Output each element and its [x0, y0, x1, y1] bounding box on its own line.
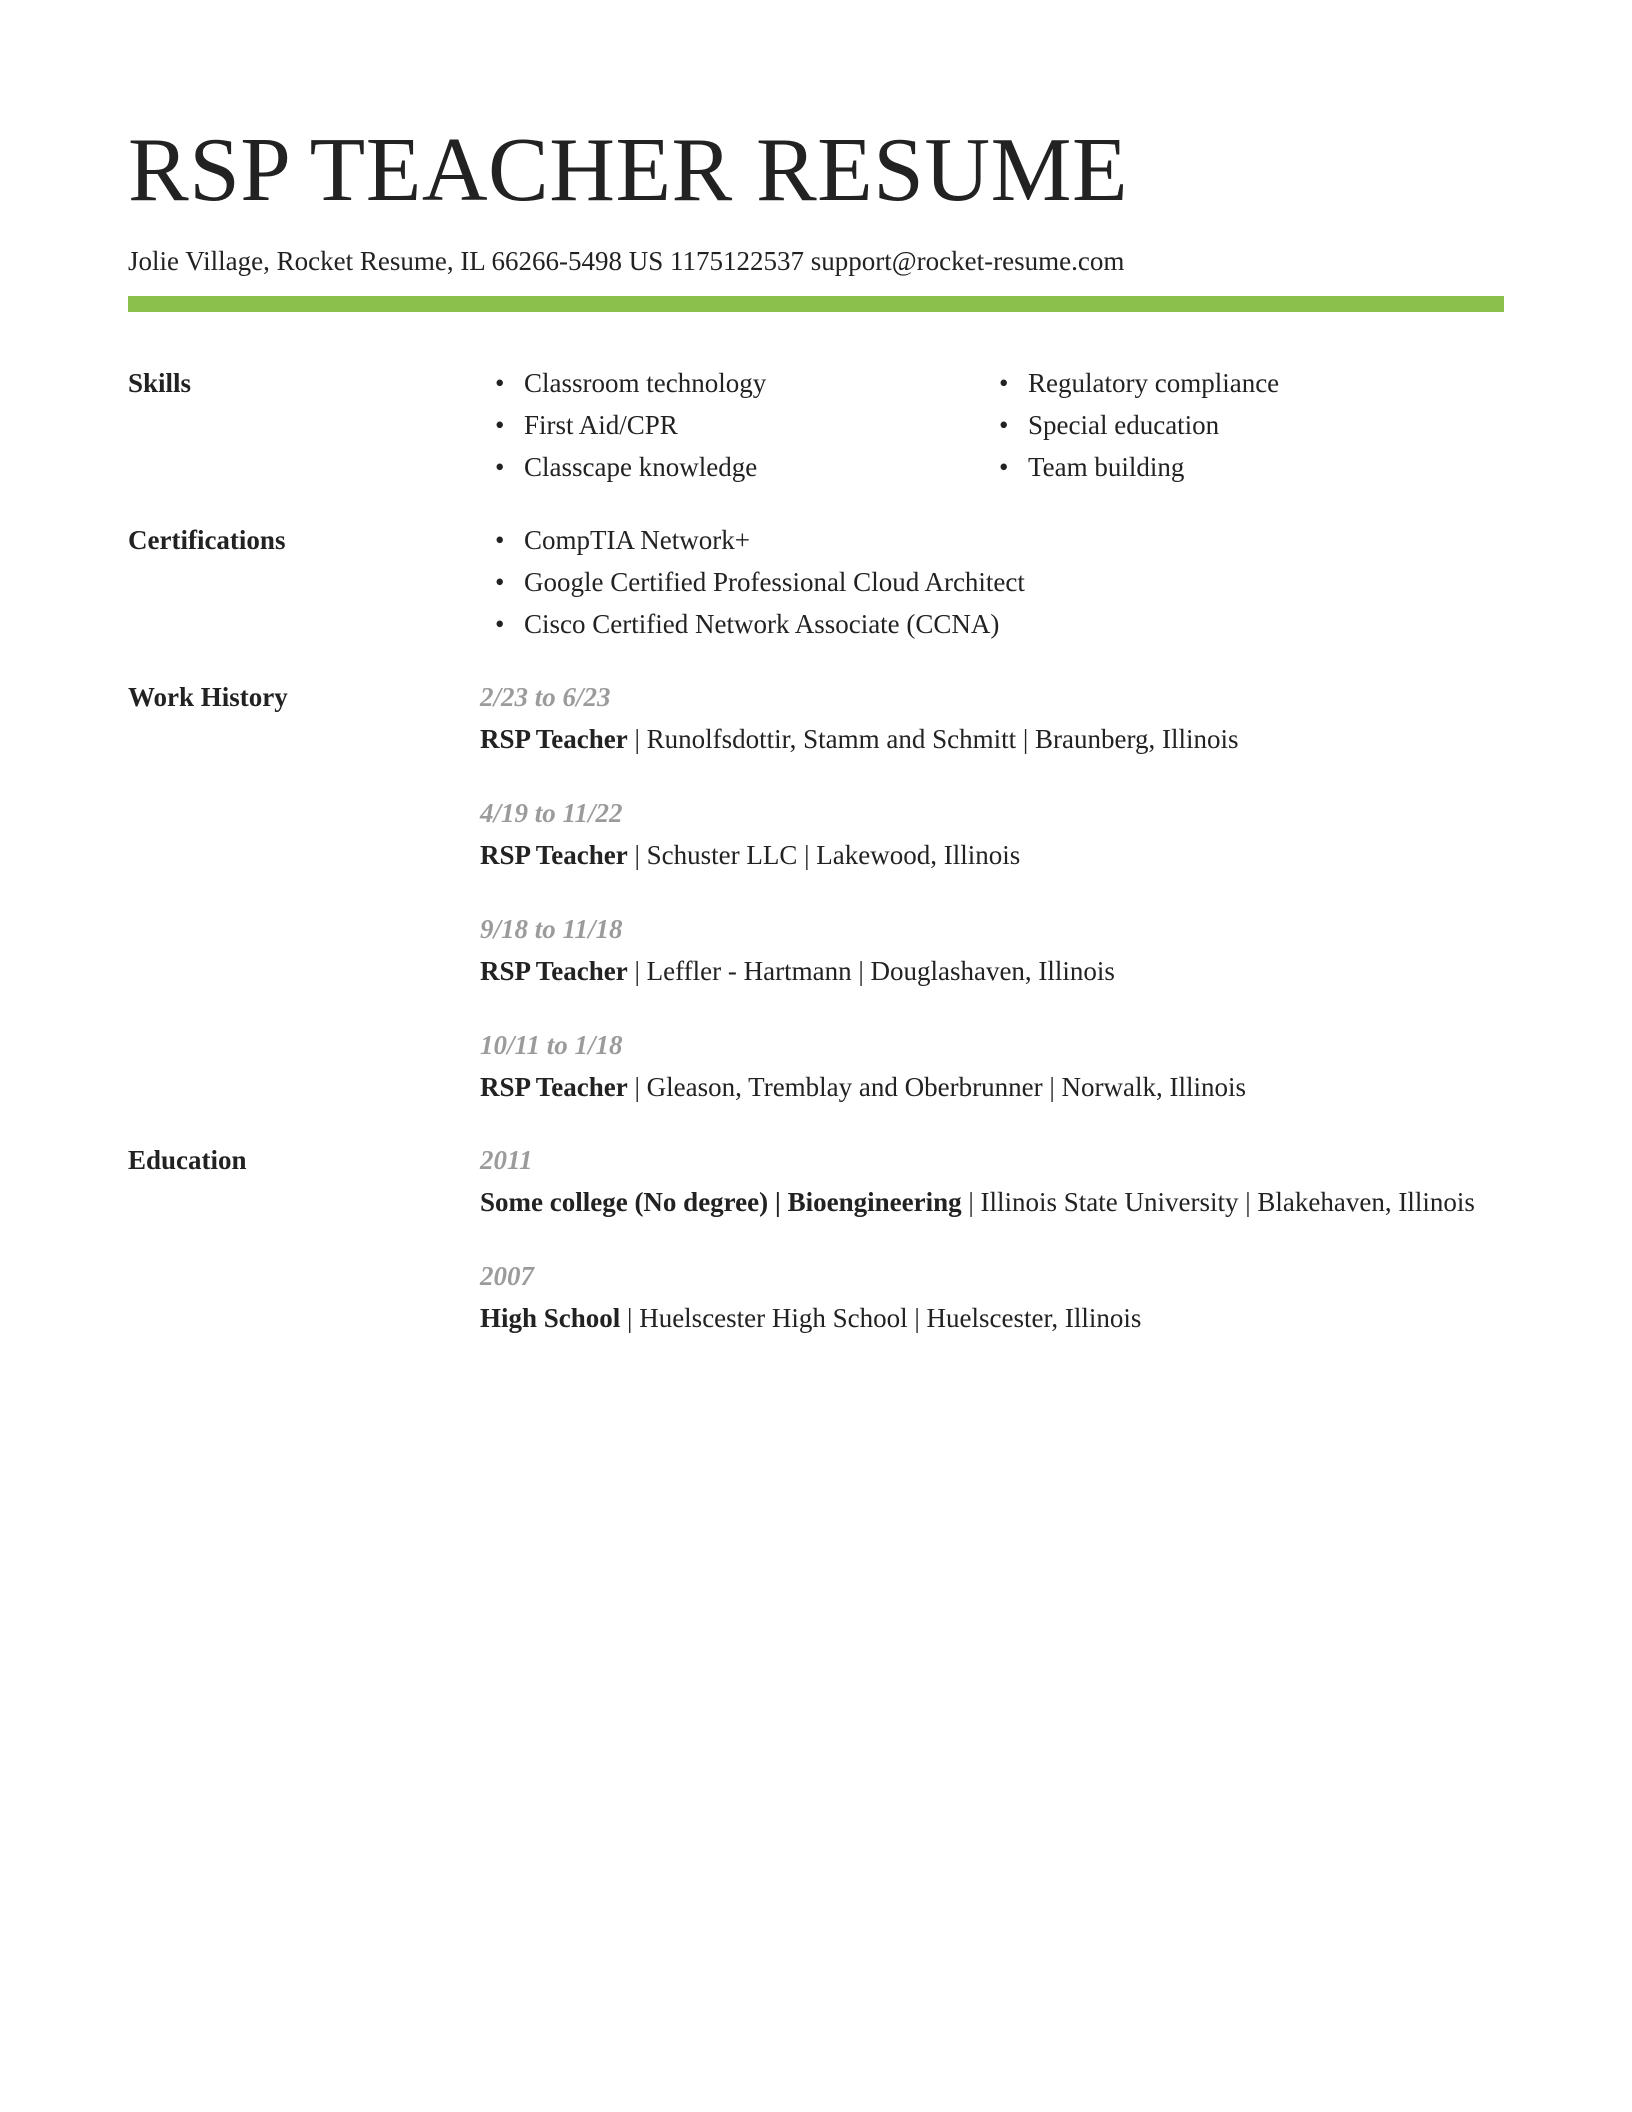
skills-list: [480, 362, 1504, 488]
work-entry-date: 9/18 to 11/18: [480, 914, 623, 944]
certifications-list: [480, 519, 1504, 645]
education-entry-date: 2007: [480, 1261, 534, 1291]
job-title: RSP Teacher: [480, 956, 628, 986]
education-heading: Education: [128, 1145, 247, 1175]
skill-item: • First Aid/CPR: [495, 410, 678, 440]
certification-item: • Google Certified Professional Cloud Architect: [495, 567, 1025, 597]
skills-heading: Skills: [128, 368, 192, 398]
job-details: | Schuster LLC | Lakewood, Illinois: [627, 840, 1021, 870]
education-entry-date: 2011: [480, 1145, 533, 1175]
work-history-heading: Work History: [128, 682, 288, 712]
skills-section: [128, 362, 1504, 488]
skill-item: • Regulatory compliance: [999, 368, 1280, 398]
skills-column-2: [984, 362, 1488, 488]
certification-item: • CompTIA Network+: [495, 525, 750, 555]
education-entry: [480, 1139, 1504, 1223]
work-history-list: [480, 676, 1504, 1108]
degree-title: Some college (No degree) | Bioengineering: [480, 1187, 962, 1217]
work-entry: [480, 908, 1504, 992]
work-entry: [480, 676, 1504, 760]
contact-line: Jolie Village, Rocket Resume, IL 66266-5498 US 1175122537 support@rocket-resume.com: [128, 246, 1125, 276]
job-title: RSP Teacher: [480, 724, 628, 754]
work-entry: [480, 792, 1504, 876]
degree-details: | Illinois State University | Blakehaven, Illinois: [961, 1187, 1475, 1217]
certifications-heading: Certifications: [128, 525, 286, 555]
education-list: [480, 1139, 1504, 1339]
job-details: | Leffler - Hartmann | Douglashaven, Illinois: [627, 956, 1115, 986]
work-history-section: [128, 676, 1504, 1108]
certification-item: • Cisco Certified Network Associate (CCNA): [495, 609, 1000, 639]
work-entry-date: 4/19 to 11/22: [480, 798, 623, 828]
skill-item: • Classroom technology: [495, 368, 767, 398]
skill-item: • Special education: [999, 410, 1220, 440]
work-entry: [480, 1024, 1504, 1108]
skill-item: • Team building: [999, 452, 1185, 482]
degree-title: High School: [480, 1303, 621, 1333]
education-entry: [480, 1255, 1504, 1339]
resume-title: RSP TEACHER RESUME: [128, 119, 1129, 220]
job-details: | Runolfsdottir, Stamm and Schmitt | Braunberg, Illinois: [627, 724, 1239, 754]
certifications-section: [128, 519, 1504, 645]
education-section: [128, 1139, 1504, 1339]
work-entry-date: 10/11 to 1/18: [480, 1030, 623, 1060]
skill-item: • Classcape knowledge: [495, 452, 758, 482]
job-title: RSP Teacher: [480, 1072, 628, 1102]
job-title: RSP Teacher: [480, 840, 628, 870]
job-details: | Gleason, Tremblay and Oberbrunner | Norwalk, Illinois: [627, 1072, 1246, 1102]
resume-page: [128, 118, 1504, 1339]
skills-column-1: [480, 362, 984, 488]
work-entry-date: 2/23 to 6/23: [480, 682, 611, 712]
degree-details: | Huelscester High School | Huelscester, Illinois: [620, 1303, 1142, 1333]
accent-divider: [128, 296, 1504, 312]
